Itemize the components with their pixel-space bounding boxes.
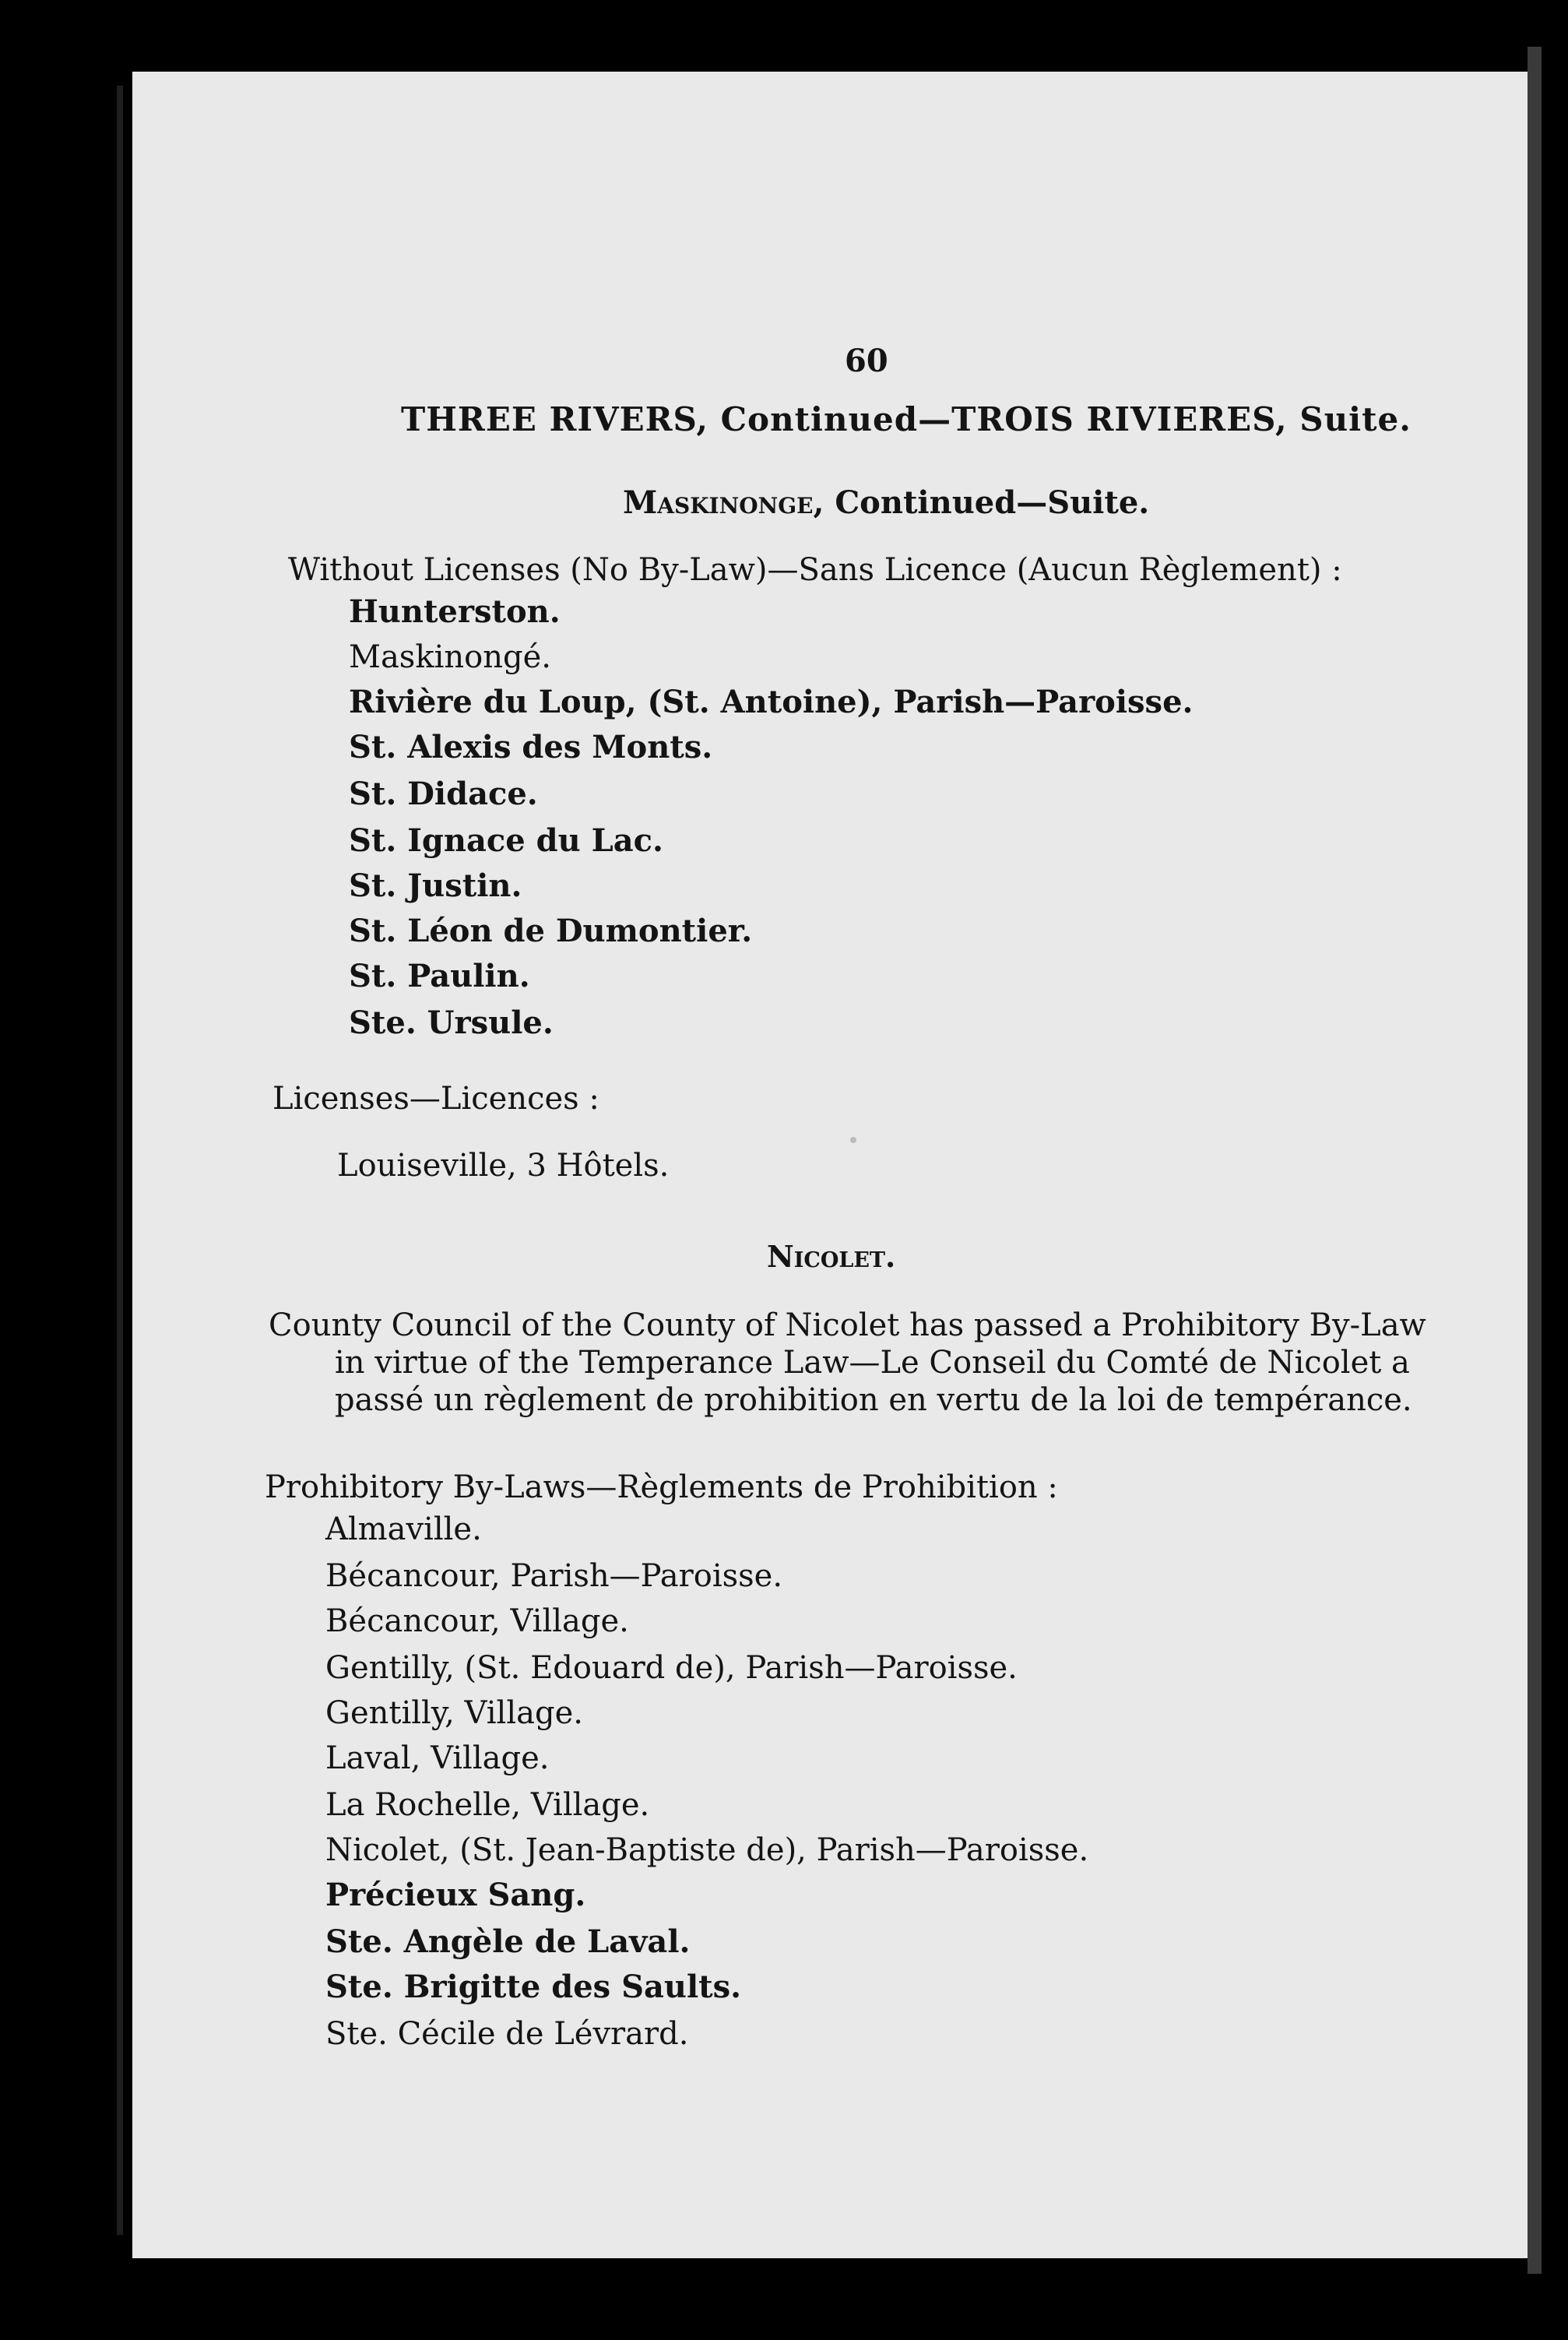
list-item: St. Alexis des Monts. <box>349 729 713 765</box>
list-item: Ste. Ursule. <box>349 1005 554 1041</box>
prohibitory-heading: Prohibitory By-Laws—Règlements de Prohibition : <box>265 1469 1058 1505</box>
list-item: St. Léon de Dumontier. <box>349 913 753 949</box>
list-item: Ste. Brigitte des Saults. <box>325 1969 742 2005</box>
list-item: Ste. Cécile de Lévrard. <box>325 2016 689 2052</box>
without-licenses-heading: Without Licenses (No By-Law)—Sans Licence (Aucun Règlement) : <box>288 552 1342 588</box>
page-number: 60 <box>845 343 888 379</box>
list-item: Précieux Sang. <box>325 1877 586 1913</box>
list-item: St. Didace. <box>349 776 538 812</box>
list-item: Hunterston. <box>349 593 561 630</box>
list-item: St. Ignace du Lac. <box>349 822 663 859</box>
list-item: Bécancour, Village. <box>325 1603 629 1639</box>
scan-speck <box>850 1137 856 1143</box>
council-paragraph-line: passé un règlement de prohibition en vertu de la loi de tempérance. <box>335 1382 1412 1418</box>
list-item: Ste. Angèle de Laval. <box>325 1923 691 1960</box>
list-item: Louiseville, 3 Hôtels. <box>337 1148 670 1184</box>
list-item: Rivière du Loup, (St. Antoine), Parish—Paroisse. <box>349 684 1194 720</box>
list-item: Laval, Village. <box>325 1740 550 1776</box>
council-paragraph-line: in virtue of the Temperance Law—Le Conseil du Comté de Nicolet a <box>335 1345 1410 1381</box>
scan-edge-right <box>1528 47 1542 2274</box>
council-paragraph-line: County Council of the County of Nicolet has passed a Prohibitory By-Law <box>269 1307 1426 1343</box>
list-item: Maskinongé. <box>349 639 551 675</box>
licenses-heading: Licenses—Licences : <box>272 1081 599 1117</box>
list-item: Bécancour, Parish—Paroisse. <box>325 1558 783 1594</box>
list-item: Gentilly, (St. Edouard de), Parish—Paroisse. <box>325 1650 1018 1686</box>
scan-edge-left <box>117 86 123 2235</box>
list-item: St. Justin. <box>349 867 522 904</box>
subheading-maskinonge <box>623 484 1149 522</box>
subheading-maskinonge-name: Maskinonge, <box>623 484 824 521</box>
list-item: Gentilly, Village. <box>325 1695 583 1731</box>
list-item: Almaville. <box>325 1511 482 1547</box>
list-item: Nicolet, (St. Jean-Baptiste de), Parish—Paroisse. <box>325 1832 1089 1868</box>
subheading-maskinonge-rest: Continued—Suite. <box>824 484 1150 521</box>
subheading-nicolet: Nicolet. <box>767 1239 896 1274</box>
list-item: St. Paulin. <box>349 958 530 994</box>
page-title: THREE RIVERS, Continued—TROIS RIVIERES, Suite. <box>401 400 1412 438</box>
list-item: La Rochelle, Village. <box>325 1787 650 1823</box>
